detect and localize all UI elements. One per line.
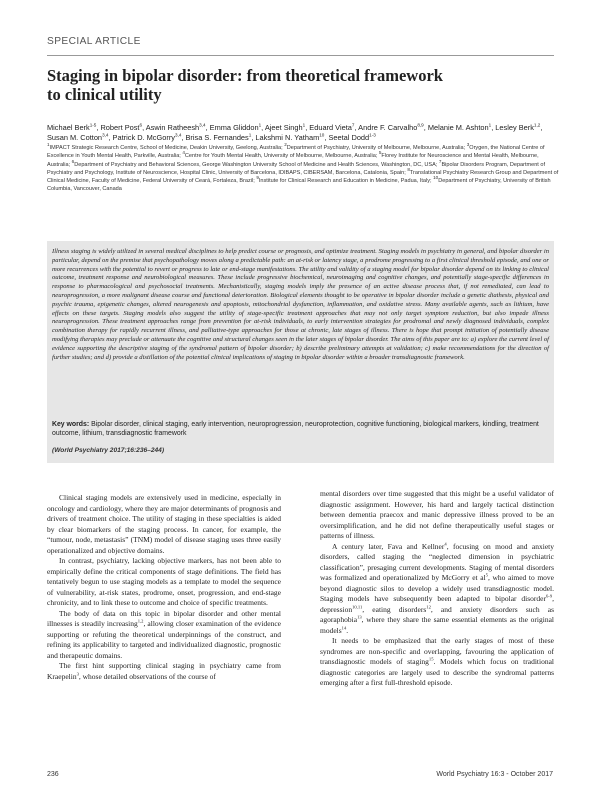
keywords-list: Bipolar disorder, clinical staging, early intervention, neuroprogression, neuroprotection, cognitive functioning, biological markers, kindling, treatment outcome, lithium, transdiagnostic framework — [52, 421, 539, 438]
paragraph: mental disorders over time suggested that this might be a useful validator of diagnostic assignment. However, his hard and largely tactical distinction between dementia praecox and manic depressive illness proved to be an oversimplification, and he did not define therapeutically useful stages or patterns of illness. — [320, 489, 554, 540]
title-divider — [47, 55, 554, 56]
page-number: 236 — [47, 771, 59, 778]
title-line-2: to clinical utility — [47, 85, 162, 104]
affiliations: $^1$IMPACT Strategic Research Centre, School of Medicine, Deakin University, Geelong, Australia; $^2$Department of Psychiatry, University of Melbourne, Melbourne, Australia; $^3$Orygen, the National Centre of Excellence in Youth Mental Health, Parkville, Australia; $^4$Centre for Youth Mental Health, University of Melbourne, Melbourne, Australia; $^5$Florey Institute for Neuroscience and Mental Health, Melbourne, Australia; $^6$Department of Psychiatry and Behavioral Sciences, George Washington University School of Medicine and Health Sciences, Washington, DC, USA; $^7$Bipolar Disorders Program, Department of Psychiatry and Psychology, Institute of Neuroscience, Hospital Clinic, University of Barcelona, IDIBAPS, CIBERSAM, Barcelona, Catalonia, Spain; $^8$Translational Psychiatry Research Group and Department of Clinical Medicine, Faculty of Medicine, Federal University of Ceará, Fortaleza, Brazil; $^9$Institute for Clinical Research and Education in Medicine, Padua, Italy; $^{10}$Department of Psychiatry, University of British Columbia, Vancouver, Canada — [47, 142, 559, 193]
keywords — [52, 420, 549, 439]
title-line-1: Staging in bipolar disorder: from theoretical framework — [47, 66, 443, 85]
body-column-right — [320, 489, 554, 689]
keywords-label: Key words: — [52, 421, 90, 428]
paragraph: A century later, Fava and Kellner$^4$, focusing on mood and anxiety disorders, called staging the “neglected dimension in psychiatric classification”, presaging current developments. Staging of mental disorders was formalized and operationalized by McGorry et $al^5$, who aimed to move beyond diagnostic silos to develop a widely used transdiagnostic model. Staging models have subsequently been adapted to bipolar disorder$^{6-9}$, depression$^{10,11}$, eating disorders$^{12}$, and anxiety disorders such as agoraphobia$^{13}$, where they share the same essential elements as the original models$^{14}$. — [320, 541, 554, 635]
section-label: SPECIAL ARTICLE — [47, 36, 141, 47]
paragraph: It needs to be emphasized that the early stages of most of these syndromes are non-specific and overlapping, favouring the application of transdiagnostic models of staging$^{15}$. Models which focus on traditional diagnostic categories are largely used to describe the syndromal patterns emerging after a first full-threshold episode. — [320, 636, 555, 687]
abstract-text: Illness staging is widely utilized in several medical disciplines to help predict course or prognosis, and optimize treatment. Staging models in psychiatry in general, and bipolar disorder in particular, depend on the premise that psychopathology moves along a predictable path: an at-risk or latency stage, a prodrome progressing to a first clinical threshold episode, and one or more recurrences with the potential to revert or progress to late or end-stage manifestations. The utility and validity of a staging model for bipolar disorder depend on its linking to clinical outcome, treatment response and neurobiological measures. These include progressive biochemical, neuroimaging and cognitive changes, and potentially stage-specific differences in response to pharmacological and psychosocial treatments. Mechanistically, staging models imply the presence of an active disease process that, if not remediated, can lead to neuroprogression, a more malignant disease course and functional deterioration. Biological elements thought to be operative in bipolar disorder include a genetic diathesis, physical and psychic trauma, epigenetic changes, altered neurogenesis and apoptosis, mitochondrial dysfunction, inflammation, and oxidative stress. Many available agents, such as lithium, have effects on these targets. Staging models also suggest the utility of stage-specific treatment approaches that may not only target symptom reduction, but also impede illness neuroprogression. These treatment approaches range from prevention for at-risk individuals, to early intervention strategies for prodromal and newly diagnosed individuals, complex combination therapy for rapidly recurrent illness, and palliative-type approaches for those at chronic, late stages of illness. There is hope that prompt initiation of potentially disease modifying therapies may preclude or attenuate the cognitive and structural changes seen in the later stages of bipolar disorder. The aims of this paper are to: a) explore the current level of evidence supporting the descriptive staging of the syndromal pattern of bipolar disorder; b) describe preliminary attempts at validation; c) make recommendations for the direction of further studies; and d) provide a distillation of the potential clinical implications of staging in bipolar disorder within a broader transdiagnostic framework. — [52, 248, 549, 361]
paragraph: Clinical staging models are extensively used in medicine, especially in oncology and cardiology, where they are major determinants of prognosis and drivers of treatment choice. The utility of staging in these specialties is aided by clear biomarkers of the staging process. In cancer, for example, the “tumour, node, metastasis” (TNM) model of disease staging uses three easily operationalized and objective domains. — [47, 493, 281, 555]
journal-info: World Psychiatry 16:3 - October 2017 — [436, 771, 553, 778]
author-list: Michael Berk$^{1-5}$, Robert Post$^6$, Aswin Ratheesh$^{3,4}$, Emma Gliddon$^1$, Ajeet Singh$^1$, Eduard Vieta$^7$, Andre F. Carvalho$^{8,9}$, Melanie M. Ashton$^1$, Lesley Berk$^{1,2}$, Susan M. Cotton$^{3,4}$, Patrick D. McGorry$^{3,4}$, Brisa S. Fernandes$^1$, Lakshmi N. Yatham$^{10}$, Seetal Dodd$^{1-3}$ — [47, 122, 543, 143]
paragraph: The first hint supporting clinical staging in psychiatry came from Kraepelin$^3$, whose detailed observations of the course of — [47, 661, 281, 681]
paragraph: The body of data on this topic in bipolar disorder and other mental illnesses is steadily increasing$^{1,2}$, allowing closer examination of the evidence supporting or refuting the theoretical underpinnings of the construct, and refining its applicability to targeted and individualized diagnostic, prognostic and therapeutic domains. — [47, 608, 281, 660]
paragraph: In contrast, psychiatry, lacking objective markers, has not been able to empirically define the critical components of stage definitions. The field has tentatively begun to use staging models as a template to model the sequence of vulnerability, at-risk states, prodrome, onset, progression, and end-stage chronicity, and to link these to outcome and choice of specific treatments. — [47, 556, 281, 607]
citation: (World Psychiatry 2017;16:236–244) — [52, 447, 165, 454]
body-column-left — [47, 493, 281, 682]
article-title — [47, 66, 547, 104]
